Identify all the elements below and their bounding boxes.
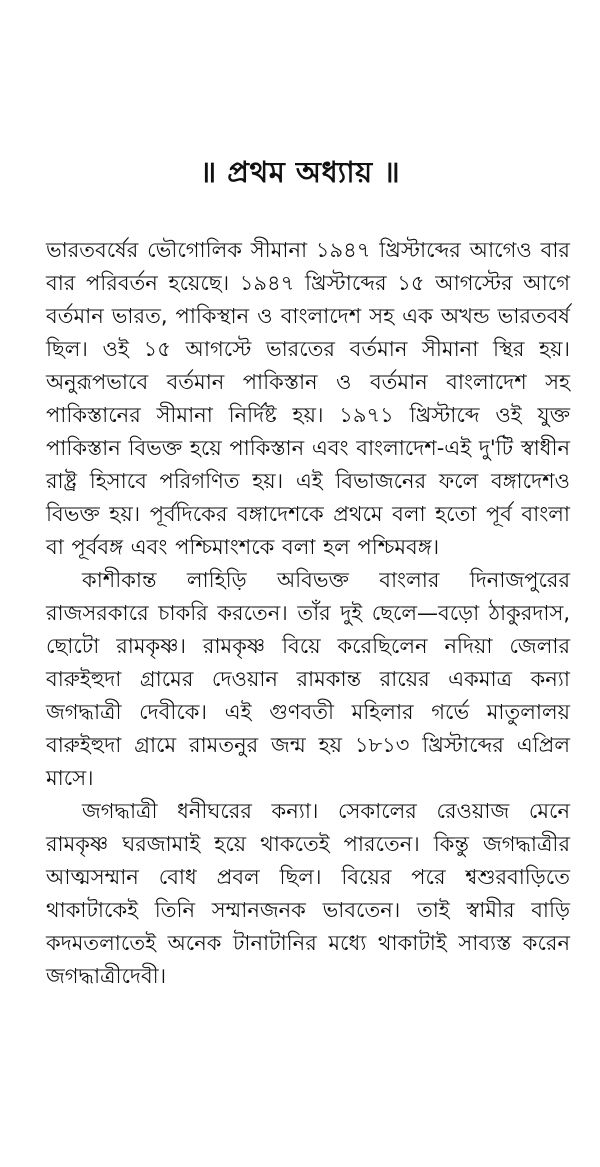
paragraph-1: ভারতবর্ষের ভৌগোলিক সীমানা ১৯৪৭ খ্রিস্টাব্দের আগেও বার বার পরিবর্তন হয়েছে। ১৯৪৭ খ্রিস্টাব্দের ১৫ আগস্টের আগে বর্তমান ভারত, পাকিস্থান ও বাংলাদেশ সহ এক অখন্ড ভারতবর্ষ ছিল। ওই ১৫ আগস্টে ভারতের বর্তমান সীমানা স্থির হয়। অনুরূপভাবে বর্তমান পাকিস্তান ও বর্তমান বাংলাদেশ সহ পাকিস্তানের সীমানা নির্দিষ্ট হয়। ১৯৭১ খ্রিস্টাব্দে ওই যুক্ত পাকিস্তান বিভক্ত হয়ে পাকিস্তান এবং বাংলাদেশ-এই দু'টি স্বাধীন রাষ্ট্র হিসাবে পরিগণিত হয়। এই বিভাজনের ফলে বঙ্গাদেশও বিভক্ত হয়। পূর্বদিকের বঙ্গাদেশকে প্রথমে বলা হতো পূর্ব বাংলা বা পূর্ববঙ্গ এবং পশ্চিমাংশকে বলা হল পশ্চিমবঙ্গ। — [46, 238, 570, 559]
chapter-title: ॥ প্রথম অধ্যায় ॥ — [199, 155, 401, 189]
paragraph-3: জগদ্ধাত্রী ধনীঘরের কন্যা। সেকালের রেওয়াজ মেনে রামকৃষ্ণ ঘরজামাই হয়ে থাকতেই পারতেন। কিন্তু জগদ্ধাত্রীর আত্মসম্মান বোধ প্রবল ছিল। বিয়ের পরে শ্বশুরবাড়িতে থাকাটাকেই তিনি সম্মানজনক ভাবতেন। তাই স্বামীর বাড়ি কদমতলাতেই অনেক টানাটানির মধ্যে থাকাটাই সাব্যস্ত করেন জগদ্ধাত্রীদেবী। — [46, 799, 570, 988]
chapter-body — [46, 234, 570, 993]
paragraph-2: কাশীকান্ত লাহিড়ি অবিভক্ত বাংলার দিনাজপুরের রাজসরকারে চাকরি করতেন। তাঁর দুই ছেলে—বড়ো ঠাকুরদাস, ছোটো রামকৃষ্ণ। রামকৃষ্ণ বিয়ে করেছিলেন নদিয়া জেলার বারুইহুদা গ্রামের দেওয়ান রামকান্ত রায়ের একমাত্র কন্যা জগদ্ধাত্রী দেবীকে। এই গুণবতী মহিলার গর্ভে মাতুলালয় বারুইহুদা গ্রামে রামতনুর জন্ম হয় ১৮১৩ খ্রিস্টাব্দের এপ্রিল মাসে। — [46, 568, 570, 790]
